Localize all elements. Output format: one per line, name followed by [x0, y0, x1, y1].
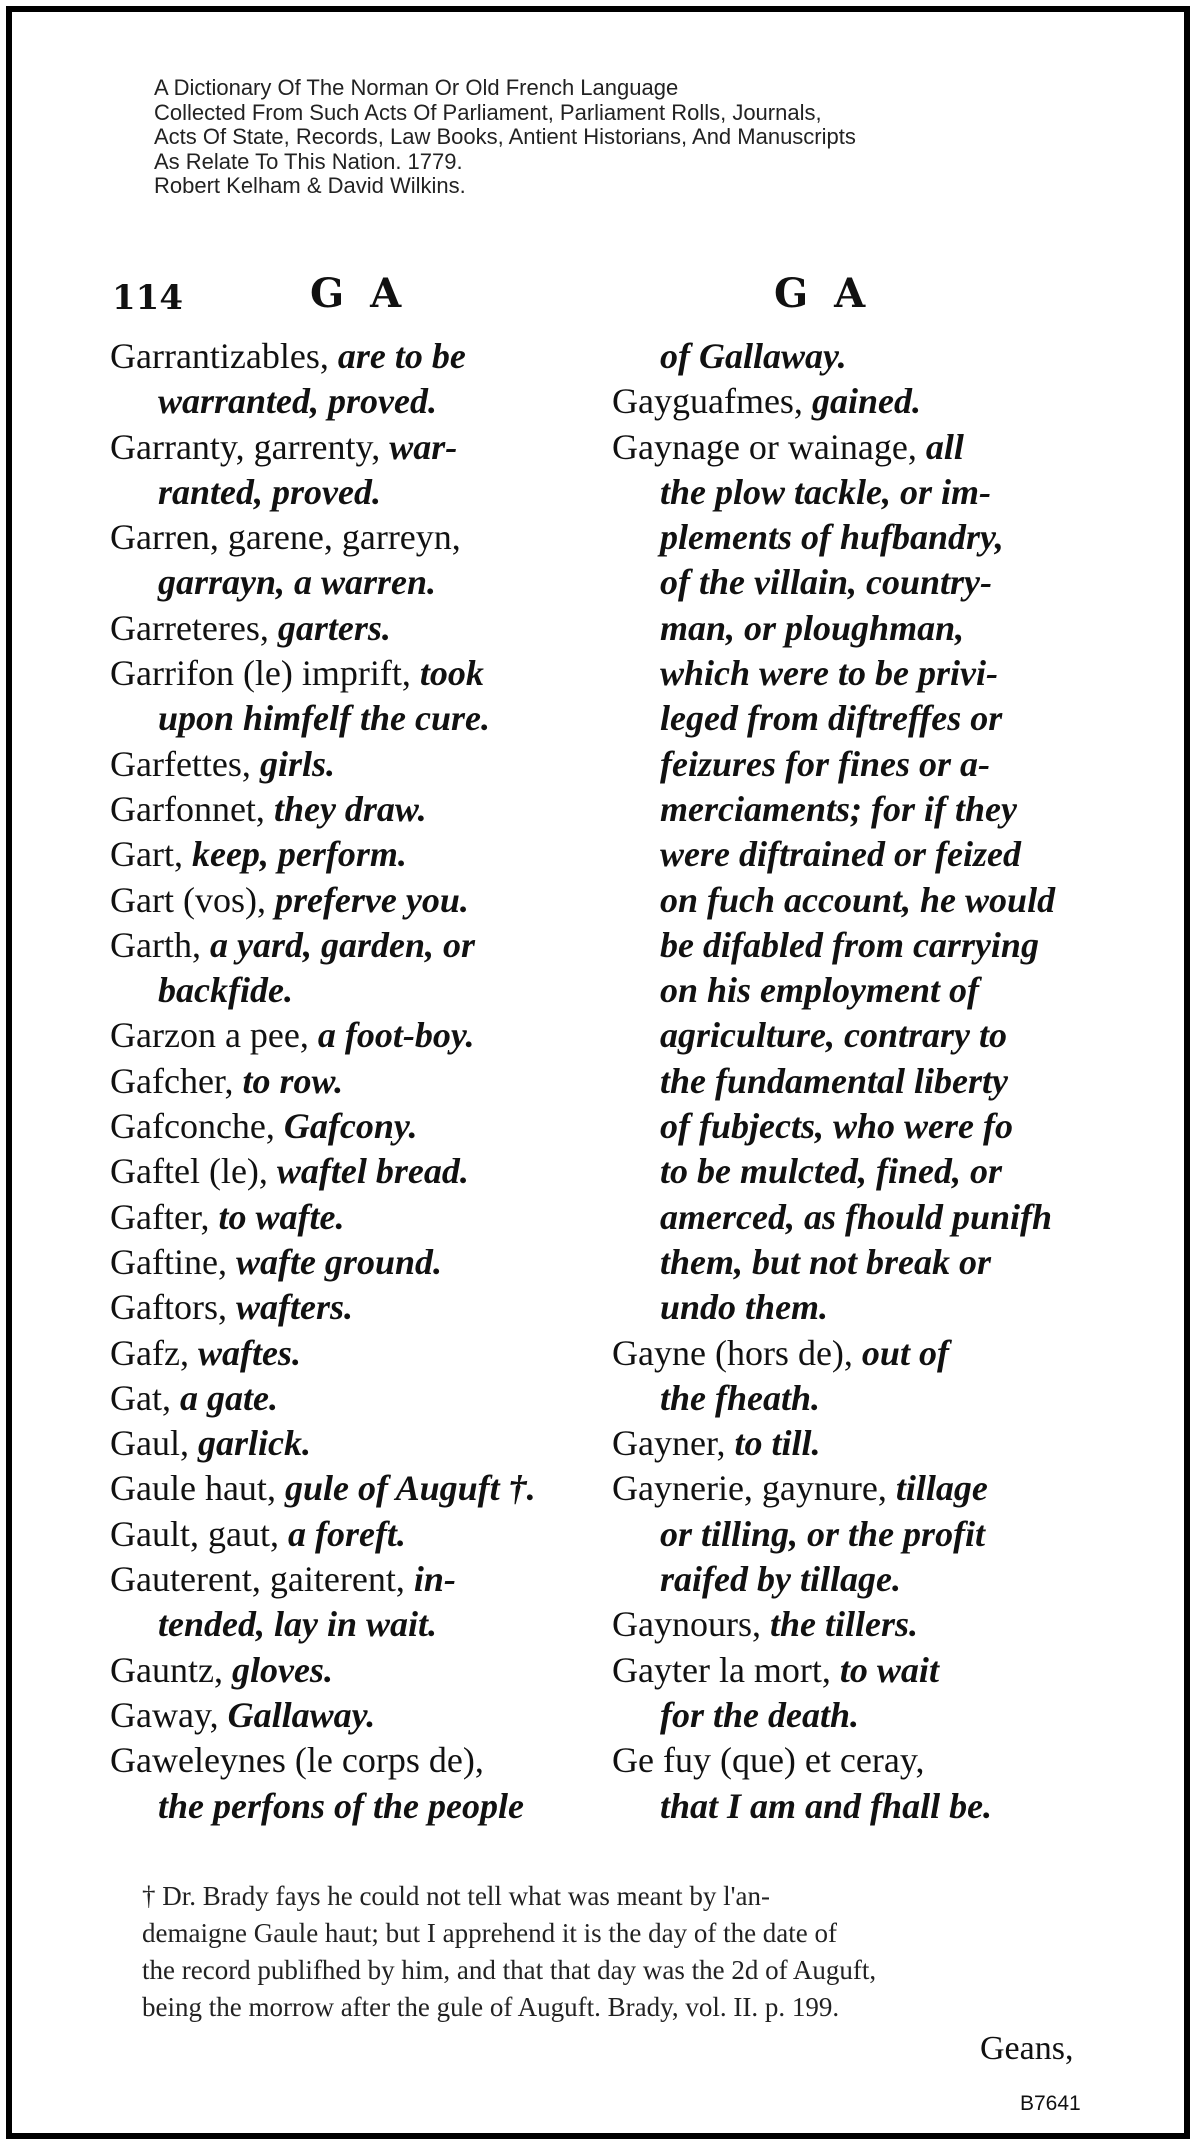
footnote	[142, 1878, 1102, 2026]
dictionary-entry	[110, 334, 588, 425]
footnote-line: † Dr. Brady fays he could not tell what was meant by l'an-	[142, 1881, 770, 1911]
entry-definition-cont	[612, 515, 1090, 560]
entry-definition-cont	[612, 1195, 1090, 1240]
catchword: Geans,	[980, 2030, 1074, 2067]
dictionary-entry	[110, 1376, 588, 1421]
entry-definition: to row.	[242, 1060, 344, 1101]
entry-definition: a yard, garden, or	[209, 924, 475, 965]
entry-definition: were diftrained or feized	[660, 834, 1021, 875]
entry-headword: Gart (vos),	[110, 879, 266, 920]
entry-definition-cont	[612, 787, 1090, 832]
entry-definition-cont	[612, 968, 1090, 1013]
entry-headword: Gaway,	[110, 1694, 219, 1735]
dictionary-entry	[110, 1466, 588, 1511]
entry-definition-cont	[612, 742, 1090, 787]
right-column	[612, 334, 1090, 1829]
entry-definition: waftes.	[197, 1332, 301, 1373]
entry-definition-cont	[612, 878, 1090, 923]
entry-definition: undo them.	[660, 1287, 829, 1328]
document-header	[154, 76, 856, 199]
entry-definition: on fuch account, he would	[660, 879, 1056, 920]
entry-definition: wafters.	[235, 1287, 353, 1328]
entry-headword: Gaftel (le),	[110, 1151, 268, 1192]
entry-definition: amerced, as fhould punifh	[660, 1196, 1053, 1237]
header-line: Robert Kelham & David Wilkins.	[154, 173, 466, 198]
entry-definition: backfide.	[158, 970, 293, 1011]
entry-definition: or tilling, or the profit	[660, 1513, 986, 1554]
entry-definition: garlick.	[197, 1423, 311, 1464]
entry-definition-cont	[110, 968, 588, 1013]
dictionary-entry	[612, 1466, 1090, 1602]
dictionary-entry	[612, 1421, 1090, 1466]
entry-headword: Gafconche,	[110, 1106, 275, 1147]
entry-definition-cont	[110, 470, 588, 515]
entry-definition: feizures for fines or a-	[660, 743, 990, 784]
dictionary-entry	[110, 1240, 588, 1285]
dictionary-entry	[612, 1648, 1090, 1739]
dictionary-entry	[110, 651, 588, 742]
entry-definition-cont	[612, 1013, 1090, 1058]
dictionary-entry	[110, 1059, 588, 1104]
dictionary-entry	[110, 1331, 588, 1376]
dictionary-entry	[110, 1149, 588, 1194]
entry-definition-cont	[110, 379, 588, 424]
entry-definition: leged from diftreffes or	[660, 698, 1003, 739]
dictionary-entry	[110, 923, 588, 1014]
entry-definition-cont	[612, 1376, 1090, 1421]
dictionary-entry	[110, 1693, 588, 1738]
entry-definition-cont	[612, 1693, 1090, 1738]
entry-definition-cont	[110, 696, 588, 741]
entry-definition: girls.	[259, 743, 335, 784]
footnote-line: the record publifhed by him, and that that day was the 2d of Auguft,	[142, 1955, 877, 1985]
entry-definition: garters.	[277, 607, 391, 648]
dictionary-entry	[612, 379, 1090, 424]
right-running-head: G A	[774, 270, 872, 317]
entry-headword: Gayner,	[612, 1423, 726, 1464]
dictionary-entry	[110, 832, 588, 877]
entry-headword: Gaynerie, gaynure,	[612, 1468, 887, 1509]
entry-definition-cont	[612, 1557, 1090, 1602]
entry-definition-cont	[612, 1240, 1090, 1285]
dictionary-entry	[110, 1285, 588, 1330]
entry-definition: gained.	[811, 381, 921, 422]
entry-headword: Garzon a pee,	[110, 1015, 309, 1056]
entry-headword: Gart,	[110, 834, 183, 875]
entry-definition: the fundamental liberty	[660, 1060, 1009, 1101]
entry-headword: Gafter,	[110, 1196, 210, 1237]
entry-definition-cont	[612, 1149, 1090, 1194]
entry-headword: Gauterent, gaiterent,	[110, 1559, 405, 1600]
dictionary-entry	[110, 878, 588, 923]
entry-definition: agriculture, contrary to	[660, 1015, 1008, 1056]
entry-definition: to wait	[839, 1649, 939, 1690]
left-column	[110, 334, 588, 1829]
entry-definition-cont	[110, 560, 588, 605]
footnote-line: demaigne Gaule haut; but I apprehend it is the day of the date of	[142, 1918, 838, 1948]
entry-headword: Garren, garene, garreyn,	[110, 517, 461, 558]
dictionary-entry	[110, 742, 588, 787]
entry-headword: Gaftine,	[110, 1241, 227, 1282]
entry-definition: plements of hufbandry,	[660, 517, 1004, 558]
entry-definition: out of	[861, 1332, 949, 1373]
header-line: Collected From Such Acts Of Parliament, Parliament Rolls, Journals,	[154, 99, 822, 125]
dictionary-entry	[110, 1195, 588, 1240]
dictionary-entry	[110, 787, 588, 832]
entry-definition: garrayn, a warren.	[158, 562, 437, 603]
dictionary-entry	[110, 1013, 588, 1058]
entry-definition: for the death.	[660, 1694, 860, 1735]
entry-headword: Gaul,	[110, 1423, 189, 1464]
dictionary-entry	[110, 606, 588, 651]
entry-headword: Gaweleynes (le corps de),	[110, 1740, 484, 1781]
entry-headword: Gault, gaut,	[110, 1513, 279, 1554]
entry-definition: gloves.	[231, 1649, 333, 1690]
entry-headword: Garrifon (le) imprift,	[110, 653, 411, 694]
entry-definition: be difabled from carrying	[660, 924, 1039, 965]
entry-definition-cont	[110, 1602, 588, 1647]
entry-definition-cont	[612, 606, 1090, 651]
entry-definition: of fubjects, who were fo	[660, 1106, 1013, 1147]
item-code: B7641	[1020, 2092, 1081, 2115]
dictionary-entry	[612, 425, 1090, 1331]
entry-definition-cont	[612, 696, 1090, 741]
entry-definition: are to be	[337, 336, 466, 376]
dictionary-entry	[612, 1738, 1090, 1829]
entry-headword: Gat,	[110, 1377, 171, 1418]
entry-definition: man, or ploughman,	[660, 607, 965, 648]
entry-definition: preferve you.	[274, 879, 469, 920]
entry-headword: Gafz,	[110, 1332, 189, 1373]
dictionary-entry	[110, 1648, 588, 1693]
entry-headword: Gaule haut,	[110, 1468, 276, 1509]
entry-definition-cont	[612, 1059, 1090, 1104]
entry-definition: them, but not break or	[660, 1241, 992, 1282]
entry-definition: Gafcony.	[283, 1106, 418, 1147]
dictionary-entry	[110, 1421, 588, 1466]
page-number: 114	[112, 278, 183, 318]
dictionary-entry	[110, 1738, 588, 1829]
entry-definition: in-	[413, 1559, 456, 1600]
entry-definition-cont	[612, 832, 1090, 877]
entry-definition: a foreft.	[287, 1513, 406, 1554]
dictionary-entry	[110, 1104, 588, 1149]
entry-headword: Garfettes,	[110, 743, 251, 784]
entry-definition-cont	[612, 651, 1090, 696]
entry-definition: tillage	[895, 1468, 988, 1509]
entry-definition: Gallaway.	[227, 1694, 376, 1735]
entry-definition: waftel bread.	[276, 1151, 469, 1192]
dictionary-entry	[110, 1512, 588, 1557]
entry-definition-cont	[612, 1285, 1090, 1330]
entry-definition-cont	[612, 1512, 1090, 1557]
entry-headword: Gaynage or wainage,	[612, 426, 917, 467]
entry-definition: of the villain, country-	[660, 562, 992, 603]
entry-definition: raifed by tillage.	[660, 1559, 901, 1600]
dictionary-entry	[110, 515, 588, 606]
entry-headword: Garth,	[110, 924, 201, 965]
entry-definition: war-	[389, 426, 458, 467]
entry-definition: the plow tackle, or im-	[660, 471, 991, 512]
entry-headword: Ge fuy (que) et ceray,	[612, 1740, 925, 1781]
entry-headword: Gafcher,	[110, 1060, 234, 1101]
entry-definition: upon himfelf the cure.	[158, 698, 491, 739]
entry-definition: to wafte.	[218, 1196, 345, 1237]
entry-definition: keep, perform.	[191, 834, 407, 875]
entry-definition: on his employment of	[660, 970, 980, 1011]
dictionary-entry	[110, 1557, 588, 1648]
footnote-line: being the morrow after the gule of Auguft. Brady, vol. II. p. 199.	[142, 1992, 840, 2022]
entry-definition: all	[925, 426, 964, 467]
entry-headword: Garrantizables,	[110, 336, 329, 376]
header-line: A Dictionary Of The Norman Or Old French Language	[154, 75, 679, 100]
entry-definition: a gate.	[179, 1377, 278, 1418]
entry-definition: wafte ground.	[235, 1241, 442, 1282]
entry-definition-cont	[612, 470, 1090, 515]
entry-definition: to till.	[734, 1423, 821, 1464]
entry-headword: Gauntz,	[110, 1649, 223, 1690]
entry-definition: tended, lay in wait.	[158, 1604, 437, 1645]
entry-definition: gule of Auguft †.	[284, 1468, 536, 1509]
entry-definition-cont	[612, 560, 1090, 605]
entry-definition: merciaments; for if they	[660, 788, 1017, 829]
entry-headword: Garreteres,	[110, 607, 269, 648]
entry-headword: Gayguafmes,	[612, 381, 803, 422]
entry-definition-cont	[612, 1784, 1090, 1829]
entry-definition: ranted, proved.	[158, 471, 381, 512]
entry-headword: Garfonnet,	[110, 788, 265, 829]
continuation-line: of Gallaway.	[660, 336, 847, 376]
entry-definition-cont	[612, 923, 1090, 968]
entry-definition: the fheath.	[660, 1377, 821, 1418]
entry-definition: a foot-boy.	[317, 1015, 475, 1056]
entry-headword: Garranty, garrenty,	[110, 426, 381, 467]
entry-definition: that I am and fhall be.	[660, 1785, 993, 1826]
entry-headword: Gayter la mort,	[612, 1649, 831, 1690]
entry-definition: took	[419, 653, 484, 694]
entry-definition-cont	[110, 1784, 588, 1829]
header-line: As Relate To This Nation. 1779.	[154, 148, 463, 174]
entry-definition: which were to be privi-	[660, 653, 998, 694]
entry-definition-cont	[612, 1104, 1090, 1149]
dictionary-entry	[612, 1331, 1090, 1422]
entry-definition: warranted, proved.	[158, 381, 437, 422]
entry-headword: Gaynours,	[612, 1604, 761, 1645]
header-line: Acts Of State, Records, Law Books, Antient Historians, And Manuscripts	[154, 124, 856, 149]
entry-definition: to be mulcted, fined, or	[660, 1151, 1002, 1192]
dictionary-entry	[612, 1602, 1090, 1647]
entry-headword: Gayne (hors de),	[612, 1332, 853, 1373]
entry-definition: the tillers.	[769, 1604, 918, 1645]
entry-definition: the perfons of the people	[158, 1785, 524, 1826]
left-running-head: G A	[310, 270, 408, 317]
dictionary-entry	[110, 425, 588, 516]
entry-headword: Gaftors,	[110, 1287, 227, 1328]
entry-definition: they draw.	[273, 788, 427, 829]
